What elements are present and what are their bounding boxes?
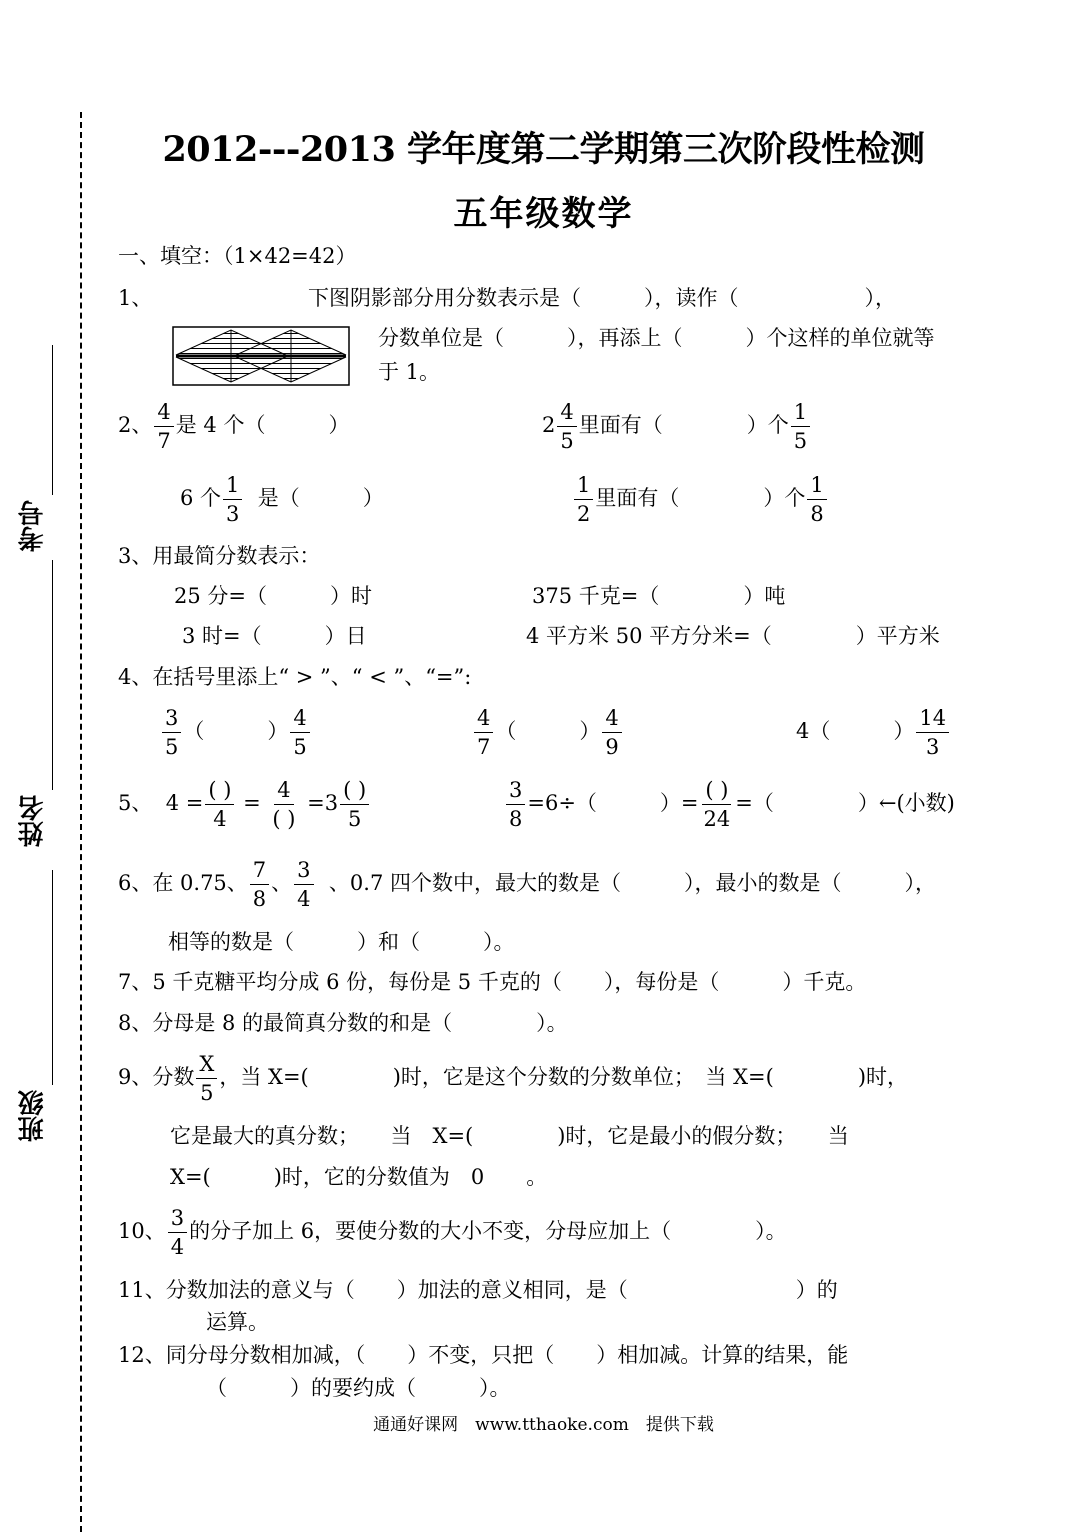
q5-mid: =6÷（ ）= bbox=[527, 791, 699, 816]
q2-b-text: 里面有（ ）个 bbox=[578, 413, 789, 438]
q5-left bbox=[118, 778, 371, 831]
q3-text: 3、用最简分数表示： bbox=[118, 544, 321, 568]
q5-number: 5、 bbox=[118, 791, 153, 816]
q5-tail: =（ ）←(小数) bbox=[735, 791, 955, 816]
label-exam-id: 考号 bbox=[18, 500, 48, 552]
mixed-whole: 2 bbox=[542, 413, 556, 438]
fraction: $\frac{1}{5}$ bbox=[791, 400, 810, 453]
fraction: $\frac{3}{8}$ bbox=[506, 778, 525, 831]
q11-line2: 运算。 bbox=[206, 1310, 269, 1334]
q2-d-text: 里面有（ ）个 bbox=[595, 486, 806, 511]
q1-line2: 分数单位是（ ），再添上（ ）个这样的单位就等 bbox=[378, 326, 935, 350]
q10 bbox=[118, 1206, 787, 1259]
fraction: $\frac{4}{( )}$ bbox=[272, 778, 296, 832]
fraction: $\frac{X}{5}$ bbox=[196, 1052, 217, 1105]
class-blank-line bbox=[52, 870, 53, 1085]
q2-row1-left bbox=[118, 400, 349, 453]
equals-sign: = bbox=[243, 791, 261, 816]
q1-number: 1、 bbox=[118, 286, 153, 310]
q12-line2: （ ）的要约成（ ）。 bbox=[206, 1376, 511, 1400]
q3-c: 3 时=（ ）日 bbox=[182, 624, 367, 648]
q4-a bbox=[160, 706, 312, 759]
q4-text: 4、在括号里添上“ > ”、“ < ”、“=”: bbox=[118, 665, 472, 689]
q10-rest: 的分子加上 6，要使分数的大小不变，分母应加上（ ）。 bbox=[189, 1219, 787, 1244]
section-heading: 一、填空：（1×42=42） bbox=[118, 244, 357, 268]
q11-line1: 11、分数加法的意义与（ ）加法的意义相同，是（ ）的 bbox=[118, 1278, 838, 1302]
q3-d: 4 平方米 50 平方分米=（ ）平方米 bbox=[526, 624, 940, 648]
fraction: $\frac{3}{4}$ bbox=[168, 1206, 187, 1259]
fraction: $\frac{14}{3}$ bbox=[916, 706, 949, 759]
q2-a-text: 是 4 个（ ） bbox=[175, 413, 350, 438]
q2-c-text: 6 个 bbox=[180, 486, 222, 511]
fraction: $\frac{7}{8}$ bbox=[250, 858, 269, 911]
q6-line2: 相等的数是（ ）和（ ）。 bbox=[168, 930, 515, 954]
q2-row2-left bbox=[180, 473, 384, 526]
q6-line1 bbox=[118, 858, 936, 911]
exam-title: 2012---2013 学年度第二学期第三次阶段性检测 bbox=[162, 129, 925, 170]
label-name: 姓名 bbox=[18, 795, 48, 847]
q5-right bbox=[504, 778, 955, 831]
fraction: $\frac{1}{8}$ bbox=[807, 473, 826, 526]
name-blank-line bbox=[52, 560, 53, 790]
fraction: $\frac{3}{4}$ bbox=[294, 858, 313, 911]
q4-c bbox=[796, 706, 951, 759]
q3-b: 375 千克=（ ）吨 bbox=[532, 584, 786, 608]
exam-id-blank-line bbox=[52, 345, 53, 495]
whole-number: 4 bbox=[796, 719, 810, 744]
fraction: $\frac{4}{7}$ bbox=[474, 706, 493, 759]
q4-b bbox=[472, 706, 624, 759]
binding-dashed-line bbox=[80, 112, 82, 1532]
q6-rest: 、0.7 四个数中，最大的数是（ ），最小的数是（ ）， bbox=[328, 871, 936, 896]
q2-row1-right bbox=[542, 400, 812, 453]
q2-row2-right bbox=[572, 473, 829, 526]
q9-line3: X=( )时，它的分数值为 0 。 bbox=[170, 1165, 548, 1189]
q9-lead: 9、分数 bbox=[118, 1065, 195, 1090]
exam-subtitle: 五年级数学 bbox=[453, 194, 634, 234]
fraction: $\frac{1}{3}$ bbox=[223, 473, 242, 526]
separator: 、 bbox=[271, 871, 293, 896]
fraction: $\frac{( )}{24}$ bbox=[703, 778, 731, 832]
q12-line1: 12、同分母分数相加减，（ ）不变，只把（ ）相加减。计算的结果，能 bbox=[118, 1343, 849, 1367]
q1-line3: 于 1。 bbox=[378, 360, 441, 384]
fraction: $\frac{4}{5}$ bbox=[557, 400, 576, 453]
fraction: $\frac{1}{2}$ bbox=[574, 473, 593, 526]
fraction: $\frac{4}{9}$ bbox=[602, 706, 621, 759]
q6-lead: 6、在 0.75、 bbox=[118, 871, 248, 896]
fraction: $\frac{( )}{5}$ bbox=[340, 778, 369, 831]
q3-a: 25 分=（ ）时 bbox=[174, 584, 372, 608]
shaded-rectangle-figure bbox=[172, 326, 350, 386]
footer-watermark: 通通好课网 www.tthaoke.com 提供下载 bbox=[373, 1415, 714, 1435]
q5-eq2: =3 bbox=[307, 791, 339, 816]
q9-line1 bbox=[118, 1052, 908, 1105]
q8: 8、分母是 8 的最简真分数的和是（ ）。 bbox=[118, 1011, 568, 1035]
q9-rest: ，当 X=( )时，它是这个分数的分数单位； 当 X=( )时， bbox=[219, 1065, 909, 1090]
label-class: 班级 bbox=[18, 1090, 48, 1142]
compare-blank: （ ） bbox=[495, 719, 601, 744]
fraction: $\frac{( )}{4}$ bbox=[205, 778, 234, 831]
q2-c-text2: 是（ ） bbox=[257, 486, 384, 511]
q5-lead: 4 = bbox=[165, 791, 204, 816]
fraction: $\frac{4}{5}$ bbox=[290, 706, 309, 759]
compare-blank: （ ） bbox=[183, 719, 289, 744]
q10-lead: 10、 bbox=[118, 1219, 166, 1244]
fraction: $\frac{4}{7}$ bbox=[154, 400, 173, 453]
q7: 7、5 千克糖平均分成 6 份，每份是 5 千克的（ ），每份是（ ）千克。 bbox=[118, 970, 867, 994]
fraction: $\frac{3}{5}$ bbox=[162, 706, 181, 759]
q9-line2: 它是最大的真分数； 当 X=( )时，它是最小的假分数； 当 bbox=[170, 1124, 849, 1148]
q2-number: 2、 bbox=[118, 413, 153, 438]
compare-blank: （ ） bbox=[809, 719, 915, 744]
q1-line1: 下图阴影部分用分数表示是（ ），读作（ ）， bbox=[308, 286, 896, 310]
